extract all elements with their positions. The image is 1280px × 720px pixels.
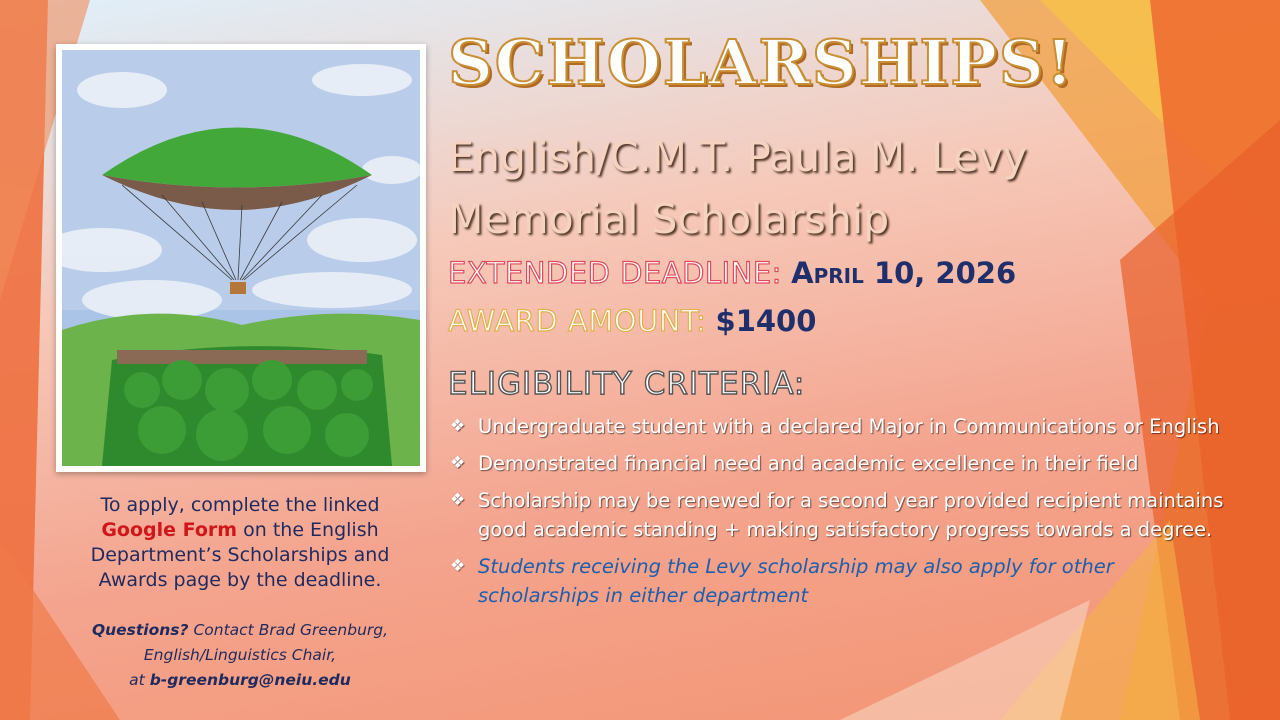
criteria-list — [450, 412, 1230, 618]
award-row — [448, 304, 816, 338]
deadline-label: EXTENDED DEADLINE: — [448, 256, 782, 290]
floating-island-illustration — [62, 50, 420, 466]
diamond-bullet-icon: ❖ — [450, 556, 466, 576]
list-item — [450, 486, 1230, 544]
questions-text1: Contact Brad Greenburg, — [188, 621, 389, 639]
apply-text-before: To apply, complete the linked — [100, 494, 380, 516]
page-title: SCHOLARSHIPS! — [448, 26, 1075, 99]
questions-label: Questions? — [91, 621, 189, 639]
deadline-value: April 10, 2026 — [791, 256, 1017, 290]
deadline-row — [448, 256, 1016, 290]
google-form-link[interactable]: Google Form — [101, 519, 238, 541]
apply-text-after: on the English Department’s Scholarships and Awards page by the deadline. — [90, 519, 390, 591]
criteria-text: Demonstrated financial need and academic excellence in their field — [478, 452, 1139, 475]
illustration-frame — [56, 44, 426, 472]
list-item — [450, 412, 1230, 441]
list-item — [450, 449, 1230, 478]
criteria-text: Undergraduate student with a declared Major in Communications or English — [478, 415, 1220, 438]
diamond-bullet-icon: ❖ — [450, 453, 466, 473]
scholarship-name — [448, 126, 1027, 250]
scholarship-name-line2: Memorial Scholarship — [448, 195, 890, 243]
questions-contact — [60, 618, 420, 693]
award-value: $1400 — [715, 304, 817, 338]
award-label: AWARD AMOUNT: — [448, 304, 707, 338]
scholarship-name-line1: English/C.M.T. Paula M. Levy — [448, 133, 1028, 181]
eligibility-heading: ELIGIBILITY CRITERIA: — [448, 366, 806, 402]
apply-instructions — [60, 493, 420, 593]
diamond-bullet-icon: ❖ — [450, 416, 466, 436]
criteria-text: Students receiving the Levy scholarship may also apply for other scholarships in either department — [478, 555, 1114, 607]
list-item — [450, 552, 1230, 610]
questions-text2: English/Linguistics Chair, — [143, 646, 337, 664]
criteria-text: Scholarship may be renewed for a second year provided recipient maintains good academic standing + making satisfactory progress towards a degree. — [478, 489, 1224, 541]
questions-at: at — [129, 671, 150, 689]
contact-email-link[interactable]: b-greenburg@neiu.edu — [149, 671, 351, 689]
diamond-bullet-icon: ❖ — [450, 490, 466, 510]
